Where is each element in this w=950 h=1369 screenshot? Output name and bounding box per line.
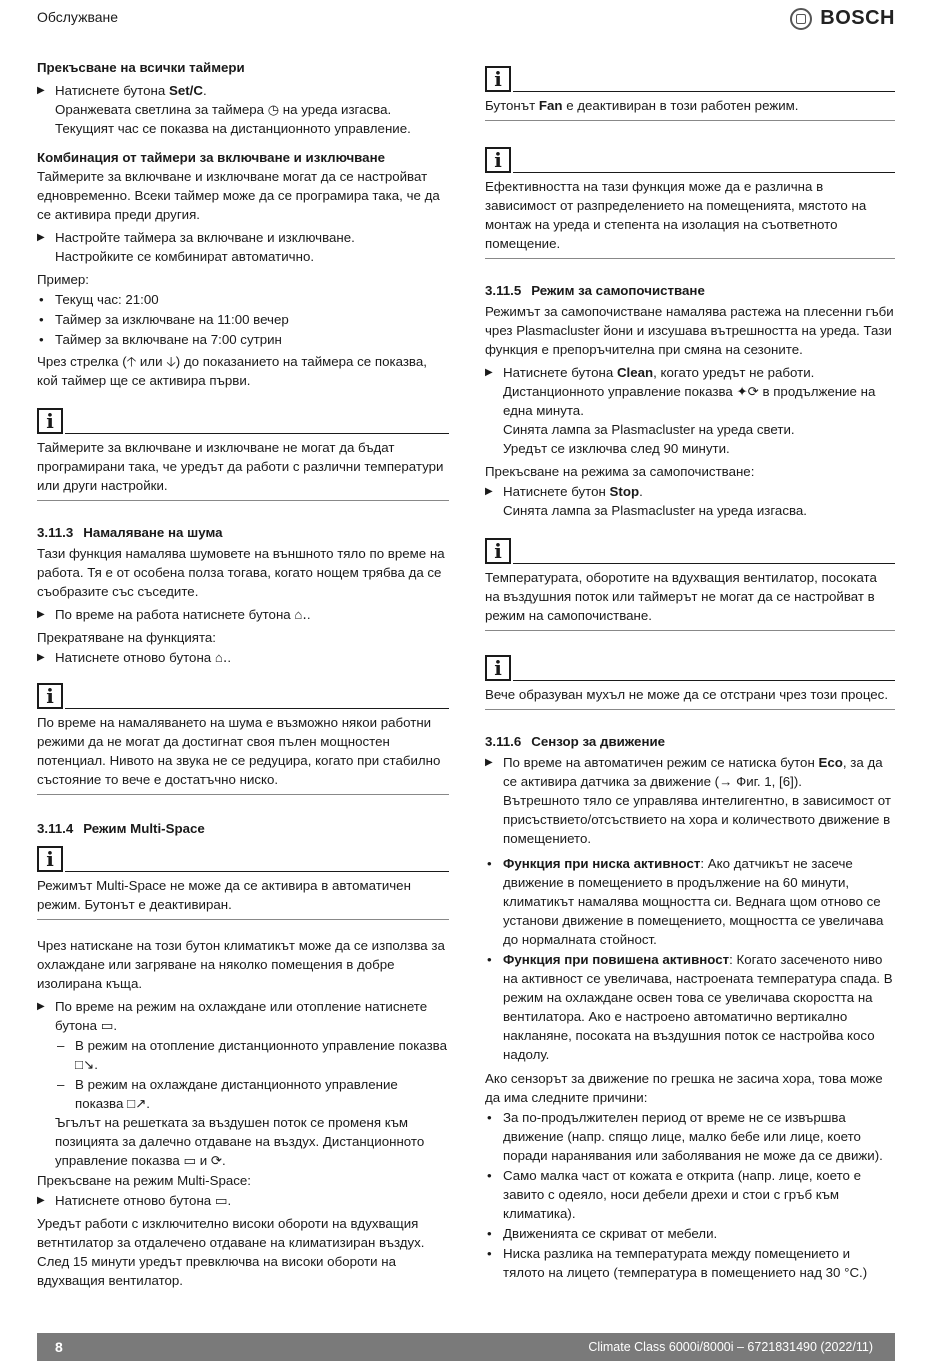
multispace-cooling-item: – В режим на охлаждане дистанционното управление показва □↗. bbox=[37, 1075, 449, 1113]
cancel-timers-heading: Прекъсване на всички таймери bbox=[37, 60, 245, 75]
high-activity-item: • Функция при повишена активност: Когато засеченото ниво на активност се увеличава, настроената температура спада. В режим на охлаждане освен това се увеличава скоростта на вентилатора. Ако е настроено автоматично вертикално накланяне, посоката на въздушния поток се настройва косо надолу. bbox=[485, 950, 895, 1064]
header-section-title: Обслужване bbox=[37, 9, 119, 25]
example-item: • Текущ час: 21:00 bbox=[37, 290, 449, 309]
multispace-icon: ▭ bbox=[214, 1193, 228, 1208]
multispace-icon: ▭ bbox=[100, 1018, 114, 1033]
motion-cause-intro: Ако сензорът за движение по грешка не засича хора, това може да има следните причини: bbox=[485, 1071, 883, 1105]
combo-step: ▶ Настройте таймера за включване и изключване. Настройките се комбинират автоматично. bbox=[37, 228, 449, 266]
clean-text: Режимът за самопочистване намалява растежа на плесенни гъби чрез Plasmacluster йони и изсушава вътрешността на уреда. Тази функция е препоръчителна при смяна на сезоните. bbox=[485, 304, 894, 357]
example-label: Пример: bbox=[37, 272, 90, 287]
info-icon: i bbox=[37, 846, 63, 872]
figure-reference[interactable]: → Фиг. 1, [6] bbox=[719, 774, 794, 789]
arrow-text: Чрез стрелка (🡡 или 🡣) до показанието на таймера се показва, кой таймер ще се активира първи. bbox=[37, 354, 427, 388]
section-heading-multispace: 3.11.4 Режим Multi-Space bbox=[37, 821, 205, 836]
bosch-armature-icon bbox=[790, 8, 812, 30]
motion-step: ▶ По време на автоматичен режим се натиска бутон Eco, за да се активира датчика за движение (→ Фиг. 1, [6]). Вътрешното тяло се управлява интелигентно, в зависимост от присъствието/отсъствието на хора и количеството движение в помещението. bbox=[485, 753, 895, 848]
arrow-up-icon: 🡡 bbox=[126, 354, 137, 369]
low-activity-item: • Функция при ниска активност: Ако датчикът не засече движение в помещението в продължение на 60 минути, климатикът намалява мощността си. Веднага щом отново се установи движение в помещението, мощността се увеличава до нормалната стойност. bbox=[485, 854, 895, 949]
cooling-display-icon: □↗ bbox=[127, 1096, 147, 1111]
info-note: i Бутонът Fan е деактивиран в този работен режим. bbox=[485, 66, 895, 121]
cause-item: • Движенията се скриват от мебели. bbox=[485, 1224, 895, 1243]
info-icon: i bbox=[485, 147, 511, 173]
clean-stop-step: ▶ Натиснете бутон Stop. Синята лампа за Plasmacluster на уреда изгасва. bbox=[485, 482, 895, 520]
brand-name: BOSCH bbox=[820, 7, 895, 29]
info-icon: i bbox=[485, 66, 511, 92]
info-note: i Режимът Multi-Space не може да се активира в автоматичен режим. Бутонът е деактивиран. bbox=[37, 846, 449, 920]
bosch-logo bbox=[790, 7, 895, 30]
noise-step-2: ▶ Натиснете отново бутона ⌂․. bbox=[37, 648, 449, 667]
multispace-step-2: ▶ Натиснете отново бутона ▭. bbox=[37, 1191, 449, 1210]
multispace-angle-text: Ъгълът на решетката за въздушен поток се променя към позицията за далечно отдаване на въздух. Дистанционното управление показва ▭ и ⟳. bbox=[55, 1115, 425, 1168]
info-note: i Вече образуван мухъл не може да се отстрани чрез този процес. bbox=[485, 655, 895, 710]
clean-step: ▶ Натиснете бутона Clean, когато уредът не работи. Дистанционното управление показва ✦⟳ в продължение на една минута. Синята лампа за Plasmacluster на уреда свети. Уредът се изключва след 90 минути. bbox=[485, 363, 895, 458]
info-note: i Таймерите за включване и изключване не могат да бъдат програмирани така, че уредът да работи с различни температури или други настройки. bbox=[37, 408, 449, 501]
quiet-house-icon: ⌂․ bbox=[214, 650, 228, 665]
multispace-heating-item: – В режим на отопление дистанционното управление показва □↘. bbox=[37, 1036, 449, 1074]
section-heading-clean: 3.11.5 Режим за самопочистване bbox=[485, 283, 705, 298]
right-column bbox=[485, 58, 895, 1282]
multispace-text: Чрез натискане на този бутон климатикът може да се използва за охлаждане или загряване на няколко помещения в добре изолирана къща. bbox=[37, 938, 445, 991]
multispace-final: Уредът работи с изключително високи обороти на вдухващия ветнтилатор за отдалечено отдаване на климатизиран въздух. След 15 минути уредът превключва на високи обороти на вдухващия вентилатор. bbox=[37, 1216, 425, 1288]
info-note: i Температурата, оборотите на вдухващия вентилатор, посоката на въздушния поток или таймерът не могат да се настройват в режим на самопочистване. bbox=[485, 538, 895, 631]
cause-item: • Ниска разлика на температурата между помещението и тялото на лицето (температура в помещението над 30 °C.) bbox=[485, 1244, 895, 1282]
section-heading-noise: 3.11.3 Намаляване на шума bbox=[37, 525, 223, 540]
timer-clock-icon: ◷ bbox=[267, 102, 280, 117]
combo-heading: Комбинация от таймери за включване и изключване bbox=[37, 150, 385, 165]
quiet-house-icon: ⌂․ bbox=[294, 607, 307, 622]
page-footer bbox=[37, 1333, 895, 1361]
clean-display-icon: ✦⟳ bbox=[736, 384, 759, 399]
multispace-stop-label: Прекъсване на режим Multi-Space: bbox=[37, 1173, 251, 1188]
page-number: 8 bbox=[55, 1339, 63, 1355]
info-icon: i bbox=[485, 655, 511, 681]
noise-step: ▶ По време на работа натиснете бутона ⌂․. bbox=[37, 605, 449, 624]
example-item: • Таймер за изключване на 11:00 вечер bbox=[37, 310, 449, 329]
section-heading-motion: 3.11.6 Сензор за движение bbox=[485, 734, 666, 749]
arrow-down-icon: 🡣 bbox=[166, 354, 176, 369]
combo-text: Таймерите за включване и изключване могат да се настройват едновременно. Всеки таймер може да се програмира така, че да се активира преди другия. bbox=[37, 169, 440, 222]
noise-text: Тази функция намалява шумовете на външното тяло по време на работа. Тя е от особена полза тогава, когато нощем трябва да се съобразите със съседите. bbox=[37, 546, 445, 599]
example-item: • Таймер за включване на 7:00 сутрин bbox=[37, 330, 449, 349]
info-note: i По време на намаляването на шума е възможно някои работни режими да не могат да достигнат своя пълен мощностен потенциал. Нивото на звука не се редуцира, когато при стабилно състояние то вече е достатъчно ниско. bbox=[37, 683, 449, 795]
heating-display-icon: □↘ bbox=[75, 1057, 95, 1072]
info-note: i Ефективността на тази функция може да е различна в зависимост от разпределението на помещенията, мястото на монтаж на уреда и степента на изолация на съответното помещение. bbox=[485, 147, 895, 259]
info-icon: i bbox=[485, 538, 511, 564]
multispace-step: ▶ По време на режим на охлаждане или отопление натиснете бутона ▭. bbox=[37, 997, 449, 1035]
multispace-icon: ▭ bbox=[183, 1153, 197, 1168]
cause-item: • Само малка част от кожата е открита (напр. лице, което е завито с одеяло, носи дебели дрехи и стои с гръб към климатика). bbox=[485, 1166, 895, 1223]
document-id: Climate Class 6000i/8000i – 6721831490 (2022/11) bbox=[588, 1340, 873, 1354]
cause-item: • За по-продължителен период от време не се извършва движение (напр. спящо лице, малко бебе или лице, което поради наранявания или заболявания не може да се движи). bbox=[485, 1108, 895, 1165]
swing-icon: ⟳ bbox=[210, 1153, 223, 1168]
info-icon: i bbox=[37, 408, 63, 434]
info-icon: i bbox=[37, 683, 63, 709]
noise-stop-label: Прекратяване на функцията: bbox=[37, 630, 217, 645]
cancel-timers-step: ▶ Натиснете бутона Set/C. Оранжевата светлина за таймера ◷ на уреда изгасва. Текущият час се показва на дистанционното управление. bbox=[37, 81, 449, 138]
left-column bbox=[37, 58, 449, 1290]
clean-stop-label: Прекъсване на режима за самопочистване: bbox=[485, 464, 755, 479]
